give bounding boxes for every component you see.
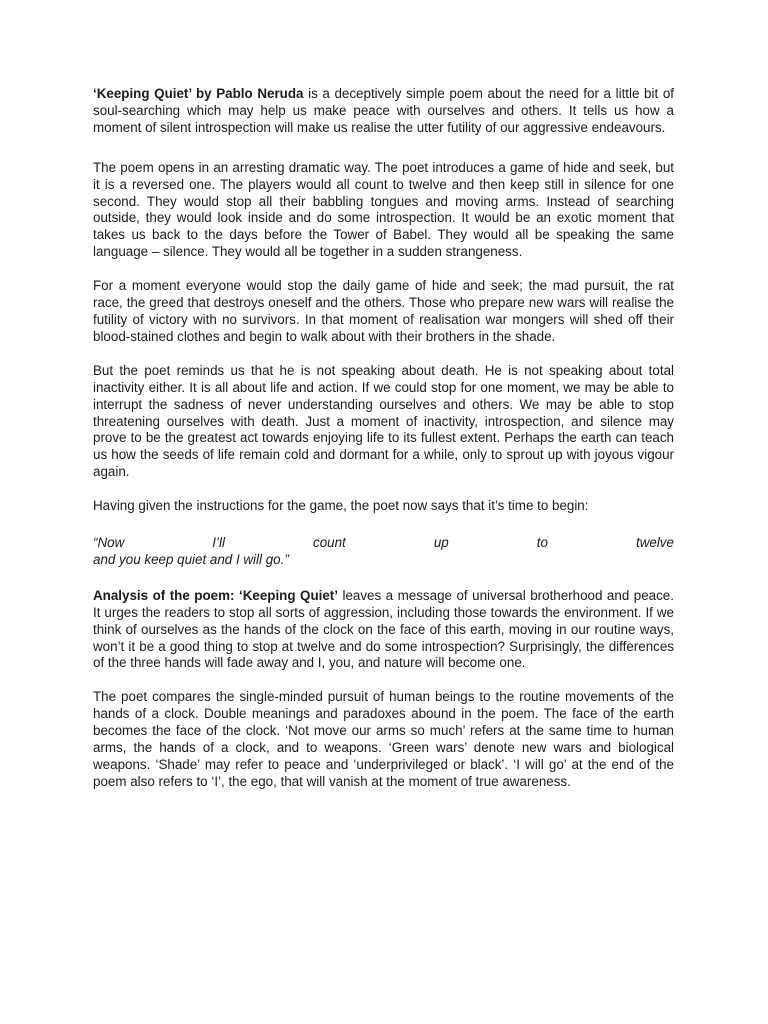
- quote-word: up: [433, 535, 449, 551]
- quote-word: count: [313, 535, 346, 551]
- quote-line-2: and you keep quiet and I will go.”: [93, 551, 289, 567]
- quote-word: “Now: [93, 535, 125, 551]
- intro-heading: ‘Keeping Quiet’ by Pablo Neruda: [93, 86, 304, 101]
- analysis-paragraph: [93, 588, 674, 673]
- opening-paragraph: The poem opens in an arresting dramatic way. The poet introduces a game of hide and seek, but it is a reversed one. The players would all count to twelve and then keep still in silence for one second. They would stop all their babbling tongues and moving arms. Instead of searching outside, they would look inside and do some introspection. It would be an exotic moment that takes us back to the days before the Tower of Babel. They would all be speaking the same language – silence. They would all be together in a sudden strangeness.: [93, 159, 674, 260]
- quote-word: I’ll: [212, 535, 225, 551]
- quote-line-1: [93, 535, 674, 552]
- moment-paragraph: For a moment everyone would stop the daily game of hide and seek; the mad pursuit, the rat race, the greed that destroys oneself and the others. Those who prepare new wars will realise the futility of victory with no survivors. In that moment of realisation war mongers will shed off their blood-stained clothes and begin to walk about with their brothers in the shade.: [93, 278, 674, 344]
- intro-paragraph: [93, 86, 674, 137]
- clock-paragraph: The poet compares the single-minded pursuit of human beings to the routine movements of the hands of a clock. Double meanings and paradoxes abound in the poem. The face of the earth becomes the face of the clock. ‘Not move our arms so much’ refers at the same time to human arms, the hands of a clock, and to weapons. ‘Green wars’ denote new wars and biological weapons. ‘Shade’ may refer to peace and ‘underprivileged or black’. ‘I will go’ at the end of the poem also refers to ‘I’, the ego, that will vanish at the moment of true awareness.: [93, 689, 674, 789]
- poem-quote: [93, 535, 674, 569]
- document-page: [93, 86, 674, 808]
- death-paragraph: But the poet reminds us that he is not speaking about death. He is not speaking about total inactivity either. It is all about life and action. If we could stop for one moment, we may be able to interrupt the sadness of never understanding ourselves and others. We may be able to stop threatening ourselves with death. Just a moment of inactivity, introspection, and silence may prove to be the greatest act towards enjoying life to its fullest extent. Perhaps the earth can teach us how the seeds of life remain cold and dormant for a while, only to sprout up with joyous vigour again.: [93, 362, 674, 480]
- instructions-paragraph: Having given the instructions for the game, the poet now says that it’s time to begin:: [93, 498, 589, 514]
- quote-word: twelve: [635, 535, 674, 551]
- intro-text: is a deceptively simple poem about the need for a little bit of soul-searching which may help us make peace with ourselves and others. It tells us how a moment of silent introspection will make us realise the utter futility of our aggressive endeavours.: [93, 86, 674, 135]
- quote-word: to: [536, 535, 548, 551]
- analysis-text: leaves a message of universal brotherhood and peace. It urges the readers to stop all sorts of aggression, including those towards the environment. If we think of ourselves as the hands of the clock on the face of this earth, moving in our routine ways, won’t it be a good thing to stop at twelve and do some introspection? Surprisingly, the differences of the three hands will fade away and I, you, and nature will become one.: [93, 587, 674, 671]
- analysis-heading: Analysis of the poem: ‘Keeping Quiet’: [93, 587, 338, 603]
